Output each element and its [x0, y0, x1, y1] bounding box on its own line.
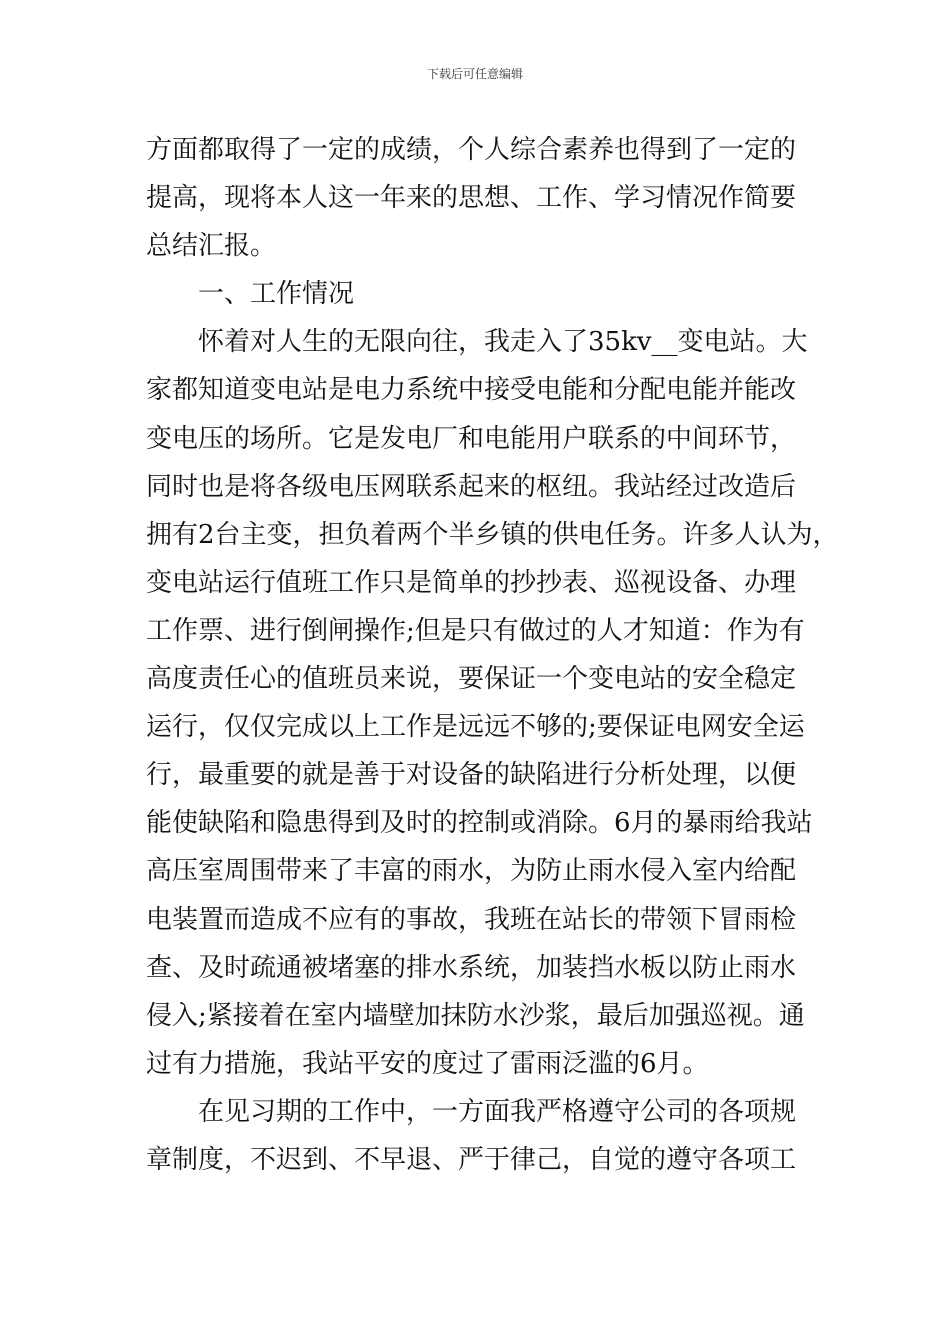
text-line: 拥有2台主变，担负着两个半乡镇的供电任务。许多人认为， — [146, 519, 839, 550]
text-line: 查、及时疏通被堵塞的排水系统，加装挡水板以防止雨水 — [146, 952, 797, 983]
text-line: 侵入;紧接着在室内墙壁加抹防水沙浆，最后加强巡视。通 — [146, 1000, 805, 1031]
text-line: 工作票、进行倒闸操作;但是只有做过的人才知道：作为有 — [146, 615, 805, 646]
text-line: 家都知道变电站是电力系统中接受电能和分配电能并能改 — [146, 375, 797, 406]
text-line: 变电站运行值班工作只是简单的抄抄表、巡视设备、办理 — [146, 567, 797, 598]
text-line: 提高，现将本人这一年来的思想、工作、学习情况作简要 — [146, 183, 797, 214]
page-header: 下载后可任意编辑 — [426, 67, 523, 81]
text-line: 运行，仅仅完成以上工作是远远不够的;要保证电网安全运 — [146, 712, 805, 743]
text-line: 高度责任心的值班员来说，要保证一个变电站的安全稳定 — [146, 664, 797, 695]
section-heading: 一、工作情况 — [198, 279, 355, 310]
text-line: 能使缺陷和隐患得到及时的控制或消除。6月的暴雨给我站 — [146, 808, 813, 839]
text-line: 总结汇报。 — [146, 231, 277, 262]
text-line: 方面都取得了一定的成绩，个人综合素养也得到了一定的 — [146, 135, 797, 165]
paragraph-start: 在见习期的工作中，一方面我严格遵守公司的各项规 — [198, 1096, 797, 1127]
document-body — [146, 126, 839, 1184]
text-line: 变电压的场所。它是发电厂和电能用户联系的中间环节， — [146, 423, 797, 454]
text-line: 章制度，不迟到、不早退、严于律己，自觉的遵守各项工 — [146, 1144, 797, 1175]
text-line: 高压室周围带来了丰富的雨水，为防止雨水侵入室内给配 — [146, 856, 797, 887]
text-line: 行，最重要的就是善于对设备的缺陷进行分析处理，以便 — [146, 760, 797, 791]
text-line: 同时也是将各级电压网联系起来的枢纽。我站经过改造后 — [146, 471, 797, 502]
text-line: 过有力措施，我站平安的度过了雷雨泛滥的6月。 — [146, 1048, 709, 1079]
paragraph-start: 怀着对人生的无限向往，我走入了35kv__变电站。大 — [198, 327, 808, 358]
text-line: 电装置而造成不应有的事故，我班在站长的带领下冒雨检 — [146, 904, 797, 935]
